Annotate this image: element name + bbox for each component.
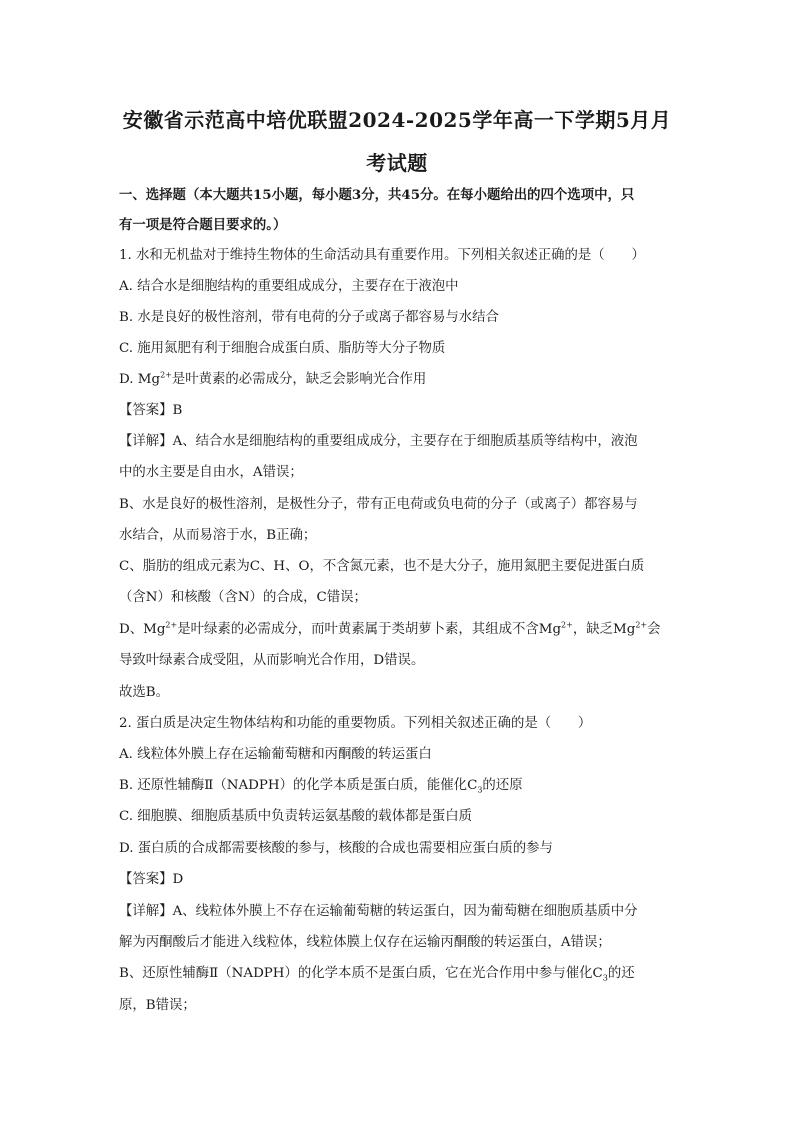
document-title-line1: 安徽省示范高中培优联盟2024-2025学年高一下学期5月月 <box>122 108 672 132</box>
q2-detail-b-line2: 原，B错误； <box>119 998 196 1013</box>
q2-stem: 2. 蛋白质是决定生物体结构和功能的重要物质。下列相关叙述正确的是（ ） <box>119 716 592 731</box>
section-heading-line2: 有一项是符合题目要求的。） <box>119 217 287 233</box>
q1-detail-b-line2: 水结合，从而易溶于水，B正确； <box>119 528 317 543</box>
q1-option-b: B. 水是良好的极性溶剂，带有电荷的分子或离子都容易与水结合 <box>119 310 499 325</box>
q1-detail-c-line1: C、脂肪的组成元素为C、H、O，不含氮元素，也不是大分子，施用氮肥主要促进蛋白质 <box>119 559 645 574</box>
q1-detail-d-line1: D、$Mg^{2+}$是叶绿素的必需成分，而叶黄素属于类胡萝卜素，其组成不含$Mg^{2+}$，缺乏$Mg^{2+}$会 <box>119 620 661 637</box>
q1-stem: 1. 水和无机盐对于维持生物体的生命活动具有重要作用。下列相关叙述正确的是（ ） <box>119 248 645 263</box>
q1-option-d: D. $Mg^{2+}$是叶黄素的必需成分，缺乏会影响光合作用 <box>119 370 427 387</box>
q2-option-b: B. 还原性辅酶Ⅱ（NADPH）的化学本质是蛋白质，能催化$C_3$的还原 <box>119 778 523 795</box>
q1-detail-c-line2: （含N）和核酸（含N）的合成，C错误； <box>119 590 367 605</box>
document-title-line2: 考试题 <box>366 151 428 175</box>
q2-detail-a-line1: 【详解】A、线粒体外膜上不存在运输葡萄糖的转运蛋白，因为葡萄糖在细胞质基质中分 <box>119 904 638 919</box>
q1-option-a: A. 结合水是细胞结构的重要组成成分，主要存在于液泡中 <box>119 279 459 294</box>
q1-answer: 【答案】B <box>119 403 183 418</box>
q2-option-d: D. 蛋白质的合成都需要核酸的参与，核酸的合成也需要相应蛋白质的参与 <box>119 841 553 856</box>
q1-detail-a-line2: 中的水主要是自由水，A错误； <box>119 465 303 480</box>
q2-answer: 【答案】D <box>119 872 184 887</box>
q1-detail-a-line1: 【详解】A、结合水是细胞结构的重要组成成分，主要存在于细胞质基质等结构中，液泡 <box>119 434 638 449</box>
q2-option-a: A. 线粒体外膜上存在运输葡萄糖和丙酮酸的转运蛋白 <box>119 747 432 762</box>
q2-detail-a-line2: 解为丙酮酸后才能进入线粒体，线粒体膜上仅存在运输丙酮酸的转运蛋白，A错误； <box>119 935 611 950</box>
q1-option-c: C. 施用氮肥有利于细胞合成蛋白质、脂肪等大分子物质 <box>119 341 446 356</box>
q1-conclusion: 故选B。 <box>119 685 170 700</box>
q1-detail-d-line2: 导致叶绿素合成受阻，从而影响光合作用，D错误。 <box>119 653 425 668</box>
q2-option-c: C. 细胞膜、细胞质基质中负责转运氨基酸的载体都是蛋白质 <box>119 809 473 824</box>
q2-detail-b-line1: B、还原性辅酶Ⅱ（NADPH）的化学本质不是蛋白质，它在光合作用中参与催化$C_3$的还 <box>119 966 635 983</box>
q1-detail-b-line1: B、水是良好的极性溶剂，是极性分子，带有正电荷或负电荷的分子（或离子）都容易与 <box>119 497 638 512</box>
section-heading-line1: 一、选择题（本大题共15小题，每小题3分，共45分。在每小题给出的四个选项中，只 <box>119 187 635 203</box>
